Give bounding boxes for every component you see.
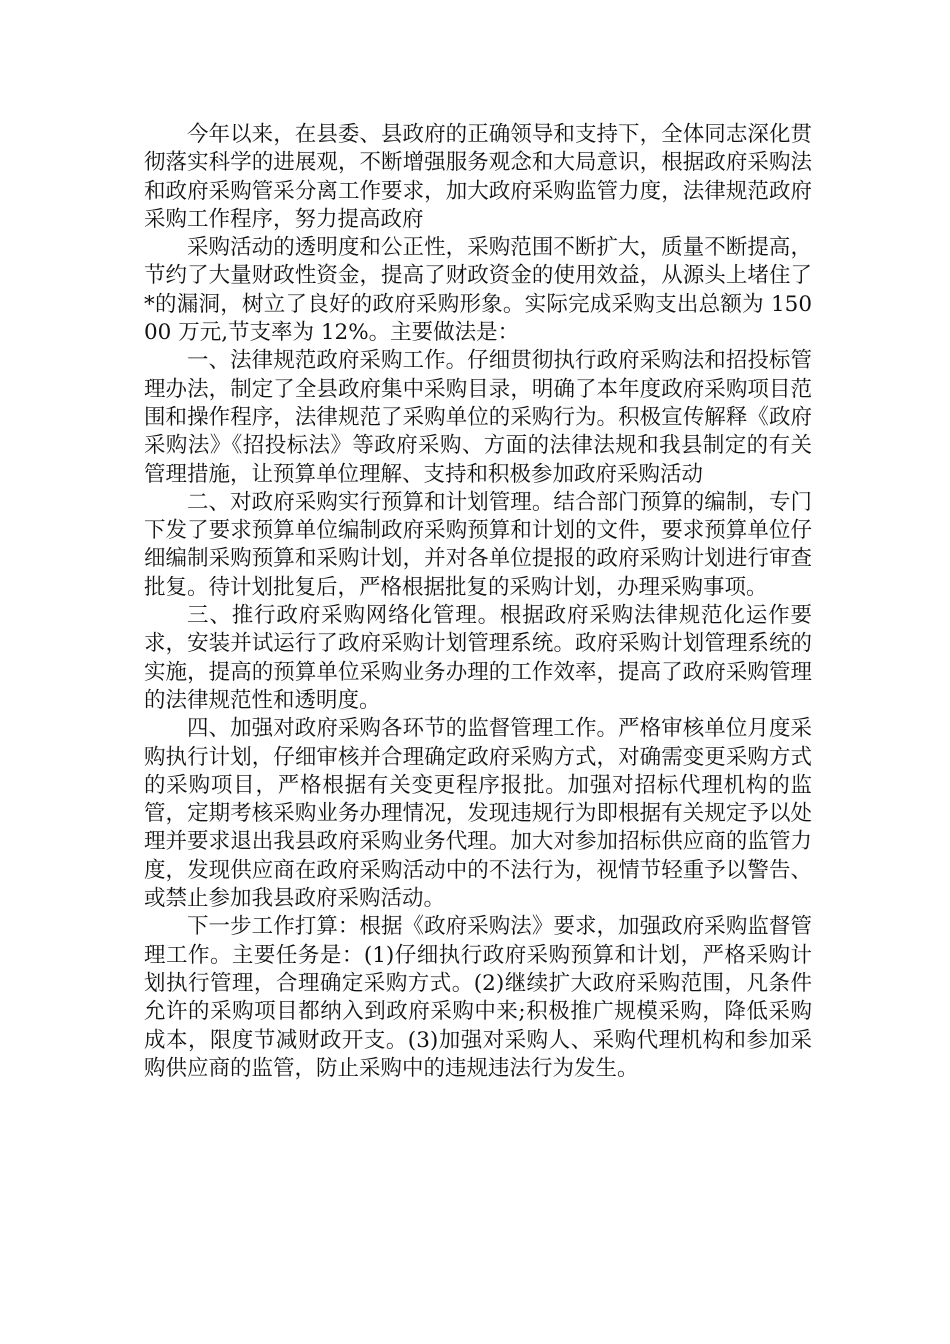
paragraph-item-1: 一、法律规范政府采购工作。仔细贯彻执行政府采购法和招投标管理办法，制定了全县政府集中采购目录，明确了本年度政府采购项目范围和操作程序，法律规范了采购单位的采购行为。积极宣传解释《政府采购法》《招投标法》等政府采购、方面的法律法规和我县制定的有关管理措施，让预算单位理解、支持和积极参加政府采购活动: [144, 348, 812, 487]
paragraph-item-4: 四、加强对政府采购各环节的监督管理工作。严格审核单位月度采购执行计划，仔细审核并合理确定政府采购方式，对确需变更采购方式的采购项目，严格根据有关变更程序报批。加强对招标代理机构的监管，定期考核采购业务办理情况，发现违规行为即根据有关规定予以处理并要求退出我县政府采购业务代理。加大对参加招标供应商的监管力度，发现供应商在政府采购活动中的不法行为，视情节轻重予以警告、或禁止参加我县政府采购活动。: [144, 716, 812, 912]
paragraph-item-3: 三、推行政府采购网络化管理。根据政府采购法律规范化运作要求，安装并试运行了政府采购计划管理系统。政府采购计划管理系统的实施，提高的预算单位采购业务办理的工作效率，提高了政府采购管理的法律规范性和透明度。: [144, 603, 812, 713]
paragraph-intro: 今年以来，在县委、县政府的正确领导和支持下，全体同志深化贯彻落实科学的进展观，不断增强服务观念和大局意识，根据政府采购法和政府采购管采分离工作要求，加大政府采购监管力度，法律规范政府采购工作程序，努力提高政府: [144, 122, 812, 232]
paragraph-item-2: 二、对政府采购实行预算和计划管理。结合部门预算的编制，专门下发了要求预算单位编制政府采购预算和计划的文件，要求预算单位仔细编制采购预算和采购计划，并对各单位提报的政府采购计划进行审查批复。待计划批复后，严格根据批复的采购计划，办理采购事项。: [144, 489, 812, 600]
paragraph-results: 采购活动的透明度和公正性，采购范围不断扩大，质量不断提高，节约了大量财政性资金，提高了财政资金的使用效益，从源头上堵住了*的漏洞，树立了良好的政府采购形象。实际完成采购支出总额为 15000 万元,节支率为 12%。主要做法是：: [144, 235, 812, 346]
document-body: [144, 121, 812, 1083]
paragraph-next-steps: 下一步工作打算：根据《政府采购法》要求，加强政府采购监督管理工作。主要任务是：(1)仔细执行政府采购预算和计划，严格采购计划执行管理，合理确定采购方式。(2)继续扩大政府采购范围，凡条件允许的采购项目都纳入到政府采购中来;积极推广规模采购，降低采购成本，限度节减财政开支。(3)加强对采购人、采购代理机构和参加采购供应商的监管，防止采购中的违规违法行为发生。: [144, 914, 812, 1081]
